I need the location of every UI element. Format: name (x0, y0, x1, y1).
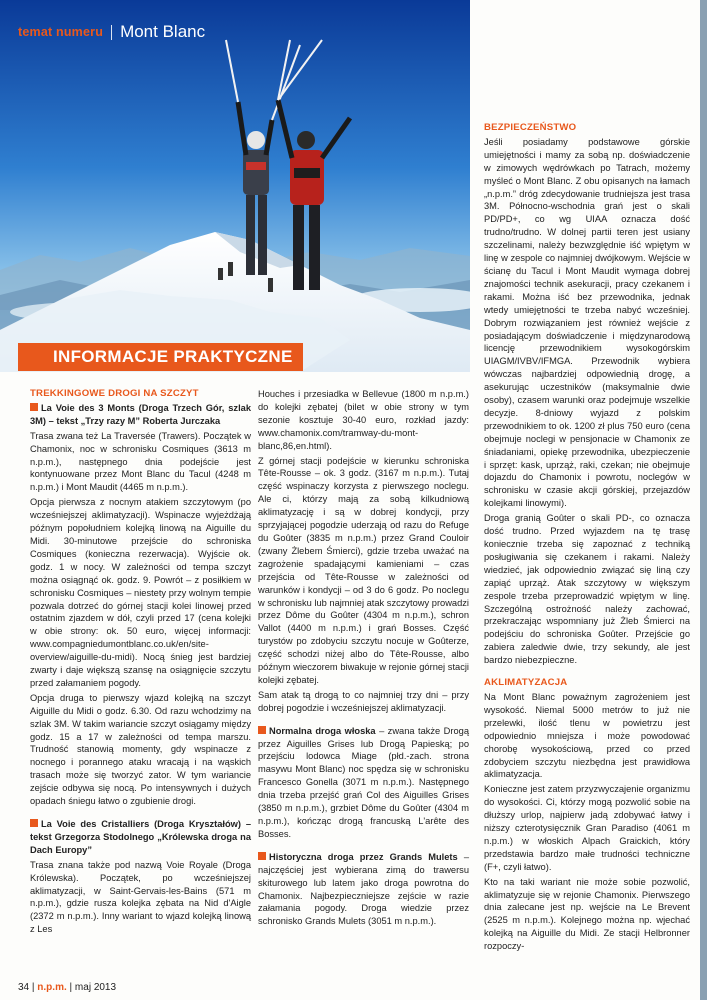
orange-square-bullet-icon (258, 852, 266, 860)
route-3m-title: La Voie des 3 Monts (Droga Trzech Gór, szlak 3M) (30, 402, 251, 426)
banner-title: INFORMACJE PRAKTYCZNE (18, 343, 303, 371)
route-3m-para2: Opcja pierwsza z nocnym atakiem szczytowym (po wcześniejszej aklimatyzacji). Wspinacze wyjeżdżają późnym popołudniem kolejką linową na Aiguille du Midi. 30-minutowe przejście do schroniska Cosmiques (konieczna rezerwacja). Wyjście ok. godz. 1 w nocy. W zależności od tempa szczyt można osiągnąć ok. godz. 9. Powrót – z posiłkiem w schronisku Cosmiques – niestety przy wolnym tempie pozwala dotrzeć do górnej stacji kolei linowej przed ostatnim zjazdem w dół, czyli przed 17 (cena kolejki w obie strony: ok. 50 euro, więcej informacji: www.compagniedumontblanc.co.uk/en/site-overview/aiguille-du-midi). Nocą śnieg jest bardziej zwarty i daje większą szansę na osiągnięcie szczytu przed załamaniem pogody. (30, 497, 251, 688)
hero-photo-illustration (0, 0, 470, 372)
page-number: 34 (18, 982, 30, 993)
route-3m-author: – tekst „Trzy razy M” Roberta Jurczaka (48, 415, 221, 426)
section-header (18, 22, 205, 42)
orange-square-bullet-icon (30, 403, 38, 411)
route-3m-para1: Trasa zwana też La Traversée (Trawers). Początek w Chamonix, noc w schronisku Cosmiques (3613 m n.p.m.), następnego dnia podejście jest kontynuowane przez Mont Blanc du Tacul (4248 m n.p.m.) i Mont Maudit (4465 m n.p.m.). (30, 430, 251, 493)
route-cristalliers-author: – tekst Grzegorza Stodolnego „Królewska droga na Dach Europy” (30, 819, 251, 855)
route-grands-mulets-title: Historyczna droga przez Grands Mulets (269, 851, 458, 862)
acclim-para1: Na Mont Blanc poważnym zagrożeniem jest wysokość. Niemal 5000 metrów to już nie przelewki, ilość tlenu w powietrzu jest odpowiednio mniejsza i może powodować chorobę wysokościową, przed co przed zdobyciem szczytu niezbędna jest prawidłowa aklimatyzacja. (484, 691, 690, 780)
route-grands-mulets-text: – najczęściej jest wybierana zimą do trawersu skiturowego lub latem jako droga powrotna do Chamonix. Najbezpieczniejsze zejście w razie załamania pogody. Droga wiedzie przez schronisko Grands Mulets (3051 m n.p.m.). (258, 851, 469, 927)
hero-photo (0, 0, 470, 372)
column-2 (258, 388, 469, 930)
safety-para2: Droga granią Goûter o skali PD-, co oznacza dość trudno. Przed wyjazdem na tę trasę koniecznie trzeba się zapoznać z techniką posługiwania się czekanem i rakami. Należy wiedzieć, jak odpowiednio związać się liną czy zapiąć uprząż. Atak szczytowy w większym zespole trzeba przeprowadzić wpiętym w linę. Szczególną ostrożność należy zachować, przekraczając wspomniany już Żleb Śmierci na podejściu do schroniska Goûter. Przejście go zabiera zaledwie dwie, trzy sekundy, ale jest bardzo niebezpieczne. (484, 513, 690, 666)
route-italian-title: Normalna droga włoska (269, 725, 376, 736)
safety-para1: Jeśli posiadamy podstawowe górskie umiejętności i mamy za sobą np. doświadczenie w zimowych wędrówkach po Tatrach, możemy myśleć o Mont Blanc. Z obu opisanych na łamach „n.p.m.” dróg zdecydowanie trudniejsza jest trasa 3M. Północno-wschodnia grań jest o skali PD/PD+, co wg UIAA oznacza dość trudno/trudno. W dolnej partii teren jest usiany szczelinami, należy bezwzględnie iść wpiętym w linę w zespole co najmniej dwójkowym. Wejście w ścianę du Tacul i Mont Maudit wymaga dobrej znajomości technik asekuracji, pracy czekanem i rakami. Można iść bez przewodnika, jednak wtedy umiejętności te trzeba nabyć wcześniej. Dobrym rozwiązaniem jest również wejście z posiadającym doświadczenie i międzynarodową licencję przewodnikiem wysokogórskim UIAGM/IVBV/IFMGA. Przewodnik wybiera wówczas najbardziej odpowiednią drogę, a asekurując uczestników (maksymalnie dwie osoby), czasem warunki oraz podejmuje wszelkie decyzje. 8-dniowy wyjazd z polskim przewodnikiem to ok. 1200 zł plus 750 euro (cena obejmuje noclegi w pensjonacie w Chamonix ze śniadaniami, opiekę przewodnika, ubezpieczenie i sprzęt: kask, uprząż, raki, czekan; nie obejmuje dojazdu do Chamonix i powrotu, noclegów w schronisku w czasie akcji górskiej, przejazdów kolejkami linowymi). (484, 136, 690, 509)
header-divider (111, 25, 112, 40)
col2-para1: Houches i przesiadka w Bellevue (1800 m n.p.m.) do kolejki zębatej (bilet w obie strony w tym sezonie kosztuje 30-40 euro, rozkład jazdy: www.chamonix.com/tramway-du-mont-blanc,86,en.html). (258, 389, 469, 451)
page-edge (700, 0, 707, 1000)
orange-square-bullet-icon (258, 726, 266, 734)
route-cristalliers (30, 818, 251, 857)
route-italian-text: – zwana także Drogą przez Aiguilles Grises lub Drogą Papieską; po przejściu lodowca Miage (płd.-zach. strona masywu Mont Blanc) noc spędza się w schronisku Francesco Gonella (3071 m n.p.m.). Następnego dnia trzeba przejść grań Col des Aiguilles Grises (3850 m n.p.m.), grzbiet Dôme du Goûter (4304 m n.p.m.), kończąc drogą francuską L'arête des Bosses. (258, 725, 469, 839)
col2-para2: Z górnej stacji podejście w kierunku schroniska Tête-Rousse – ok. 3 godz. (3167 m n.p.m.). Tutaj część wspinaczy korzysta z pierwszego noclegu. Ale ci, którzy mają za sobą kilkudniową aklimatyzację i są w dobrej kondycji, przy sprzyjającej pogodzie uderzają od razu do Refuge du Goûter (3835 m n.p.m.) przez Grand Couloir (zwany Żlebem Śmierci), gdzie trzeba uważać na zagrożenie spadającymi kamieniami – czas przejścia od Tête-Rousse w zależności od warunków i kondycji – od 3 do 6 godz. Po noclegu w schronisku lub najmniej atak szczytowy prowadzi przez Dôme du Goûter (4304 m n.p.m.), schron Vallot (4400 m n.p.m.) i grań Bosses. Część turystów po zdobyciu szczytu nocuje w Goûterze, część schodzi niżej albo do Tête-Rousse, albo późnym wieczorem biwakuje w rejonie górnej stacji kolejki zębatej. (258, 455, 469, 685)
col2-para3: Sam atak tą drogą to co najmniej trzy dni – przy dobrej pogodzie i wcześniejszej aklimatyzacji. (258, 689, 469, 713)
acclim-para3: Kto na taki wariant nie może sobie pozwolić, aklimatyzuje się w rejonie Chamonix. Pierwszego dnia zalecane jest np. wejście na Le Brevent (2525 m n.p.m.). Kolejnego można np. wjechać kolejką na Aiguille du Midi. Ze stacji Helbronner rozpoczy- (484, 876, 690, 952)
heading-safety: BEZPIECZEŃSTWO (484, 122, 577, 133)
heading-trekking-routes: TREKKINGOWE DROGI NA SZCZYT (30, 388, 199, 399)
orange-square-bullet-icon (30, 819, 38, 827)
route-cristalliers-para1: Trasa znana także pod nazwą Voie Royale (Droga Królewska). Początek, po wcześniejszej aklimatyzacji, w Saint-Gervais-les-Bains (571 m n.p.m.), gdzie rusza kolejka zębata na Nid d'Aigle (2372 m n.p.m.). Inny wariant to wjazd kolejką linową z Les (30, 859, 251, 935)
footer-sep: | (69, 982, 73, 993)
section-label: temat numeru (18, 25, 104, 39)
route-italian (258, 725, 469, 841)
column-1 (30, 388, 251, 938)
route-grands-mulets (258, 851, 469, 928)
route-3m-para3: Opcja druga to pierwszy wjazd kolejką na szczyt Aiguille du Midi o godz. 6.30. Od razu wchodzimy na szlak 3M. W takim wariancie szczyt osiągamy między godz. 15 a 17 w zależności od tempa marszu. Trudność stanowią momenty, gdy wspinacze z nocnego i porannego ataku wracają i na wąskich trasach może się tworzyć zator. W tym wariancie zejście odbywa się nocą. Po intensywnych i dużych opadach śniegu łatwo o zgubienie drogi. (30, 692, 251, 807)
section-title: Mont Blanc (120, 22, 206, 41)
page-footer (18, 982, 116, 993)
heading-acclimatization: AKLIMATYZACJA (484, 677, 568, 689)
issue-date: maj 2013 (74, 982, 117, 993)
column-3 (484, 122, 690, 955)
route-3m (30, 402, 251, 428)
acclim-para2: Konieczne jest zatem przyzwyczajenie organizmu do wysokości. Ci, którzy mogą pozwolić sobie na dłuższy urlop, najpierw jadą zdobywać łatwy i niższy czterotysięcznik Gran Paradiso (4061 m n.p.m.) w włoskich Alpach Graickich, który przedstawia bardzo małe trudności techniczne (F+, czyli łatwo). (484, 784, 690, 872)
magazine-name: n.p.m. (37, 982, 67, 993)
footer-sep: | (31, 982, 35, 993)
route-cristalliers-title: La Voie des Cristalliers (Droga Kryształów) (41, 819, 242, 829)
